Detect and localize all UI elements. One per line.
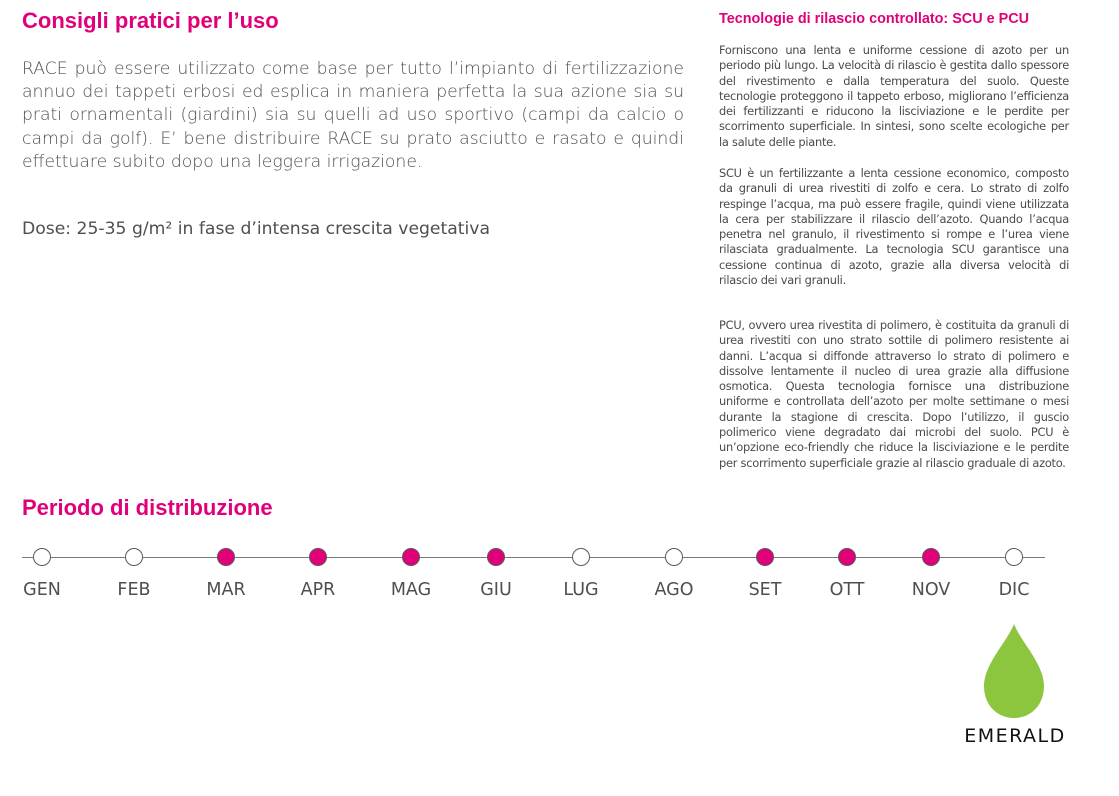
month-ago xyxy=(644,540,704,600)
emerald-logo xyxy=(940,622,1090,752)
month-dot xyxy=(125,548,143,566)
month-mag xyxy=(381,540,441,600)
month-label: AGO xyxy=(654,580,694,600)
month-label: SET xyxy=(748,580,782,600)
timeline-line xyxy=(22,557,1045,558)
month-feb xyxy=(104,540,164,600)
month-dot xyxy=(217,548,235,566)
month-dot xyxy=(572,548,590,566)
month-label: GIU xyxy=(480,580,512,600)
month-label: GEN xyxy=(23,580,61,600)
month-apr xyxy=(288,540,348,600)
month-dot xyxy=(838,548,856,566)
month-label: DIC xyxy=(998,580,1030,600)
month-label: LUG xyxy=(563,580,599,600)
month-label: NOV xyxy=(911,580,951,600)
month-dot xyxy=(665,548,683,566)
month-mar xyxy=(196,540,256,600)
month-label: OTT xyxy=(829,580,865,600)
tech-paragraph-scu: SCU è un fertilizzante a lenta cessione economico, composto da granuli di urea rivestiti di zolfo e cera. Lo strato di zolfo respinge l’acqua, ma può essere fragile, quindi viene utilizzata la cera per stabilizzare il rilascio dell’azoto. Quando l’acqua penetra nel granulo, il rivestimento si rompe e l’urea viene rilasciata gradualmente. La tecnologia SCU garantisce una cessione continua di azoto, grazie alla diversa velocità di rilascio dei vari granuli. xyxy=(719,166,1069,288)
month-lug xyxy=(551,540,611,600)
month-giu xyxy=(466,540,526,600)
usage-title: Consigli pratici per l’uso xyxy=(22,8,279,33)
month-dot xyxy=(1005,548,1023,566)
month-label: MAG xyxy=(390,580,432,600)
month-nov xyxy=(901,540,961,600)
logo-wordmark: EMERALD xyxy=(964,725,1066,747)
month-label: FEB xyxy=(117,580,151,600)
month-dot xyxy=(756,548,774,566)
leaf-drop-icon xyxy=(983,622,1045,720)
month-set xyxy=(735,540,795,600)
tech-paragraph-intro: Forniscono una lenta e uniforme cessione di azoto per un periodo più lungo. La velocità di rilascio è gestita dallo spessore del rivestimento e dalla temperatura del suolo. Queste tecnologie proteggono il tappeto erboso, migliorano l’efficienza dei fertilizzanti e riducono la lisciviazione e le perdite per scorrimento superficiale. In sintesi, sono scelte ecologiche per la salute delle piante. xyxy=(719,43,1069,149)
month-dot xyxy=(309,548,327,566)
tech-paragraph-pcu: PCU, ovvero urea rivestita di polimero, è costituita da granuli di urea rivestiti con uno strato sottile di polimero resistente ai danni. L’acqua si diffonde attraverso lo strato di polimero e dissolve lentamente il nucleo di urea grazie alla diffusione osmotica. Questa tecnologia fornisce una distribuzione uniforme e controllata dell’azoto per molte settimane o mesi durante la stagione di crescita. Dopo l’utilizzo, il guscio polimerico viene degradato dai microbi del suolo. PCU è un’opzione eco-friendly che riduce la lisciviazione e le perdite per scorrimento superficiale grazie al rilascio graduale di azoto. xyxy=(719,318,1069,470)
period-title: Periodo di distribuzione xyxy=(22,495,273,520)
dose-text: Dose: 25-35 g/m² in fase d’intensa crescita vegetativa xyxy=(22,219,490,239)
month-dot xyxy=(922,548,940,566)
month-label: APR xyxy=(300,580,336,600)
month-ott xyxy=(817,540,877,600)
tech-title: Tecnologie di rilascio controllato: SCU e PCU xyxy=(719,11,1029,27)
month-dot xyxy=(402,548,420,566)
usage-body-text: RACE può essere utilizzato come base per tutto l’impianto di fertilizzazione annuo dei tappeti erbosi ed esplica in maniera perfetta la sua azione sia su prati ornamentali (giardini) sia su quelli ad uso sportivo (campi da calcio o campi da golf). E’ bene distribuire RACE su prato asciutto e rasato e quindi effettuare subito dopo una leggera irrigazione. xyxy=(22,59,684,172)
month-label: MAR xyxy=(206,580,246,600)
month-dot xyxy=(33,548,51,566)
month-gen xyxy=(12,540,72,600)
month-dic xyxy=(984,540,1044,600)
month-dot xyxy=(487,548,505,566)
distribution-timeline xyxy=(0,540,1119,610)
